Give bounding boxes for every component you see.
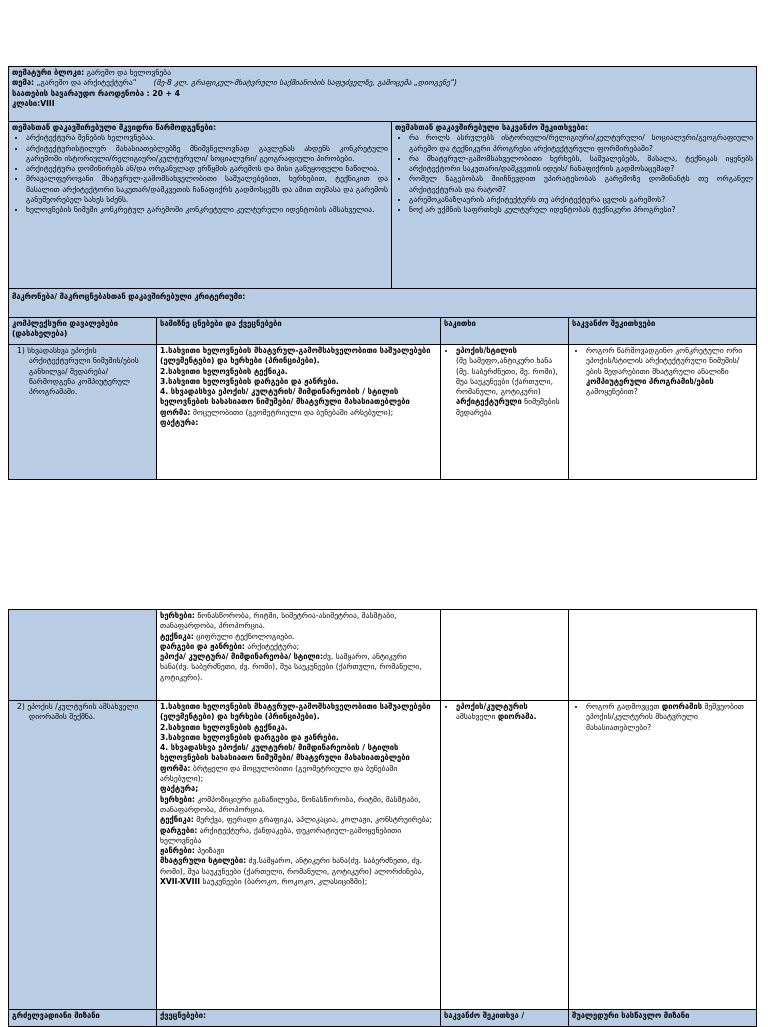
concepts-1-cell: 1.სახვითი ხელოვნების მხატვრულ-გამომსახველობითი საშუალებები (ელემენტები) და ხერხები (პრინციპები). 2.სახვითი ხელოვნების ტექნიკა. 3.სახვითი ხელოვნების დარგები და ჟანრები. 4. სხვადასხვა ეპოქის/ კულტურის/ მიმდინარეობის / სტილის ხელოვნების სახასიათო ნიმუშები/ მხატვრული მახასიათებლები ფორმა: მოცულობითი (გეომეტრიული და ბუნებაში არსებული); ფაქტურა:: [157, 345, 441, 480]
criteria-title-cell: [9, 289, 757, 318]
topic-value: „გარემო და არქიტექტურა“: [34, 78, 137, 88]
page-1-table-block: [8, 66, 756, 480]
list-item: • რა როლს ასრულებს ისტორიული/რელიგიური/კულტურული/ სოციალური/გეოგრაფიული გარემო და ტექნიკური პროგრესი არქიტექტურული ფორმირებაში?: [409, 133, 753, 154]
list-item: • არქიტექტურა შენების ხელოვნებაა.: [26, 133, 388, 143]
related-concepts-list: [12, 133, 388, 215]
topic-1-cont-cell: [441, 610, 569, 701]
theme-value: გარემო და ხელოვნება: [84, 68, 171, 77]
list-item: • ეპოქის/სტილის (მე სამეფო,ანტიკური ხანა (მე. საბერძნეთი, მე. რომი), შუა საუკუნეები (ქართული, რომანული, გოტიკური) არქიტექტურული ნიმუშების შედარება: [456, 346, 565, 418]
related-concepts-title: თემასთან დაკავშირებული მკვიდრი წარმოდგენები:: [12, 123, 216, 132]
related-concepts-cell: [9, 122, 392, 289]
footer-col-intermediate-goal: შუალედური სასწავლო მიზანი: [569, 1010, 757, 1027]
page-2-table-block: [8, 609, 756, 1027]
topic-1-cell: [441, 345, 569, 480]
list-item: • ეპოქის/კულტურის ამსახველი დიორამა.: [456, 702, 565, 723]
list-item: • როგორ წარმოვადგინო კონკრეტული ორი ეპოქის/სტილის არქიტექტურული ნიმუშის/ების შედარებითი მხატვრული ანალიზი კომპიუტერული პროგრამის/ების გამოყენებით?: [586, 346, 753, 397]
list-item: • რა მხატვრულ-გამომსახველობითი ხერხებს, საშუალებებს, მასალა, ტექნიკას იყენებს არქიტექტორი საკუთარი/დამკვეთის იდეის/ ჩანაფიქრის გადმოსაცემად?: [409, 154, 753, 175]
question-2-cell: [569, 701, 757, 1010]
header-table: [8, 66, 757, 318]
col-header-tasks: კომპლექსური დავალებები (დასახელება): [9, 318, 157, 345]
topic-note: (მე-8 კლ. გრაფიკულ-მხატვრული საქმიანობის საფუძველზე, გამოცემა „დიოგენე“): [153, 78, 458, 88]
list-item: • არქიტექტურა დომინირებს ან/და ორგანულად ერწყმის გარემოს და მისი განუყოფელი ნაწილია.: [26, 164, 388, 174]
list-item: • ნოქ არ უქმნის საფრთხეს კულტურულ იდენტობას ტექნიკური პროგრესი?: [409, 205, 753, 215]
footer-col-goal: გრძელვადიანი მიზანი: [9, 1010, 157, 1027]
list-item: • ხელოვნების ნიმუში კონკრეტულ გარემოში კონკრეტული კულტურული იდენტობის ამსახველია.: [26, 205, 388, 215]
criteria-title: მაკრონება/ მაკროცნებასთან დაკავშირებული კრიტერიუმი:: [12, 292, 246, 301]
list-item: • გარემოკანაზღაურის არქიტექტურს თუ არქიტექტურა ცვლის გარემოს?: [409, 195, 753, 205]
class-value: VIII: [40, 98, 55, 108]
key-questions-list: [395, 133, 753, 215]
class-label: კლასი:: [12, 98, 41, 108]
col-header-concepts: სამიზნე ცნებები და ქვეცნებები: [157, 318, 441, 345]
task-1-cont-cell: [9, 610, 157, 701]
concepts-1-cont-cell: ხერხები: წონასწორობა, რიტმი, სიმეტრია-ასიმეტრია, მასშტაბი, თანაფარდობა, პროპორცია. ტექნიკა: ციფრული ტექნოლოგიები. დარგები და ჟანრები: არქიტექტურა; ეპოქა/ კულტურა/ მიმდინარეობა/ სტილი:ძვ. სამყარო, ანტიკური ხანა(ძვ. საბერძნეთი, ძვ. რომი), შუა საუკუნეები (ქართული, რომანული, გოტიკური).: [157, 610, 441, 701]
task-1-cell: 1) სხვადასხვა ეპოქის არქიტექტურული ნიმუშის/ების განხილვა/ შედარება/წარმოდგენა კომპიუტერულ პროგრამაში.: [9, 345, 157, 480]
hours-value: 20 + 4: [149, 88, 180, 98]
topic-label: თემა:: [12, 78, 35, 88]
tasks-table: [8, 317, 757, 480]
key-questions-cell: [392, 122, 757, 289]
question-1-cont-cell: [569, 610, 757, 701]
footer-col-subconcepts: ქვეცნებები:: [157, 1010, 441, 1027]
col-header-topic: საკითხი: [441, 318, 569, 345]
col-header-questions: საკვანძო შეკითხვები: [569, 318, 757, 345]
header-cell: [9, 67, 757, 122]
hours-label: საათების სავარაუდო რაოდენობა :: [12, 88, 150, 98]
list-item: • რომელ ნაგებობას მიიჩნევდით უპირატესობას გარემოზე დომინანტს თუ ორგანულ არქიტექტურას და რატომ?: [409, 174, 753, 195]
tasks-table-continued: [8, 609, 757, 1027]
concepts-2-cell: 1.სახვითი ხელოვნების მხატვრულ-გამომსახველობითი საშუალებები (ელემენტები) და ხერხები (პრინციპები). 2.სახვითი ხელოვნების ტექნიკა. 3.სახვითი ხელოვნების დარგები და ჟანრები. 4. სხვადასხვა ეპოქის/ კულტურის/ მიმდინარეობის / სტილის ხელოვნების სახასიათო ნიმუშები/ მხატვრული მახასიათებლები ფორმა: ბრტყელი და მოცულობითი (გეომეტრიული და ბუნებაში არსებული); ფაქტურა; ხერხები: კომპოზიციური განაწილება, წონასწორობა, რიტმი, მასშტაბი, თანაფარდობა, პროპორცია. ტექნიკა: მერქვა, ფერადი გრაფიკა, აპლიკაცია, კოლაჟი, კონსტრუირება; დარგები: არქიტექტურა, ქანდაკება, დეკორატიულ-გამოყენებითი ხელოვნება ჟანრები: პეიზაჟი მხატვრული სტილები: ძვ.სამყარო, ანტიკური ხანა(ძვ. საბერძნეთი, ძვ. რომი), შუა საუკუნეები (ქართული, რომანული, გოტიკური) ალორძინება, XVII-XVIII საუკუნეები (ბაროკო, როკოკო, კლასიციზმი);: [157, 701, 441, 1010]
key-questions-title: თემასთან დაკავშირებული საკვანძო შეკითხვები:: [395, 123, 589, 132]
topic-2-cell: [441, 701, 569, 1010]
theme-label: თემატური ბლოკი:: [12, 68, 85, 77]
question-1-cell: [569, 345, 757, 480]
footer-col-question: საკვანძო შეკითხვა /: [441, 1010, 569, 1027]
task-2-cell: 2) ეპოქის /კულტურის ამსახველი დიორამის შექმნა.: [9, 701, 157, 1010]
list-item: • როგორ გადმოვცეთ დიორამის მეშვეობით ეპოქის/კულტურის მხატვრული მახასიათებლები?: [586, 702, 753, 733]
list-item: • არქიტექტურისტილურ მახასიათებლებზე მნიშვნელოვნად გავლენას ახდენს კონკრეტული გარემოში ისტორიული/რელიგიური/კულტურული/ სოციალური/ გეოგრაფიული პირობები.: [26, 144, 388, 165]
list-item: • მრავალფეროვანი მხატვრულ-გამომსახველობითი საშუალებებით, ხერხებით, ტექნიკით და მასალით არქიტექტორი საკუთარ/დამკვეთის ჩანაფიქრს გადმოსცემს და ამით თემასა და გარემოს განუმეორებელ სახეს სძენს.: [26, 174, 388, 205]
